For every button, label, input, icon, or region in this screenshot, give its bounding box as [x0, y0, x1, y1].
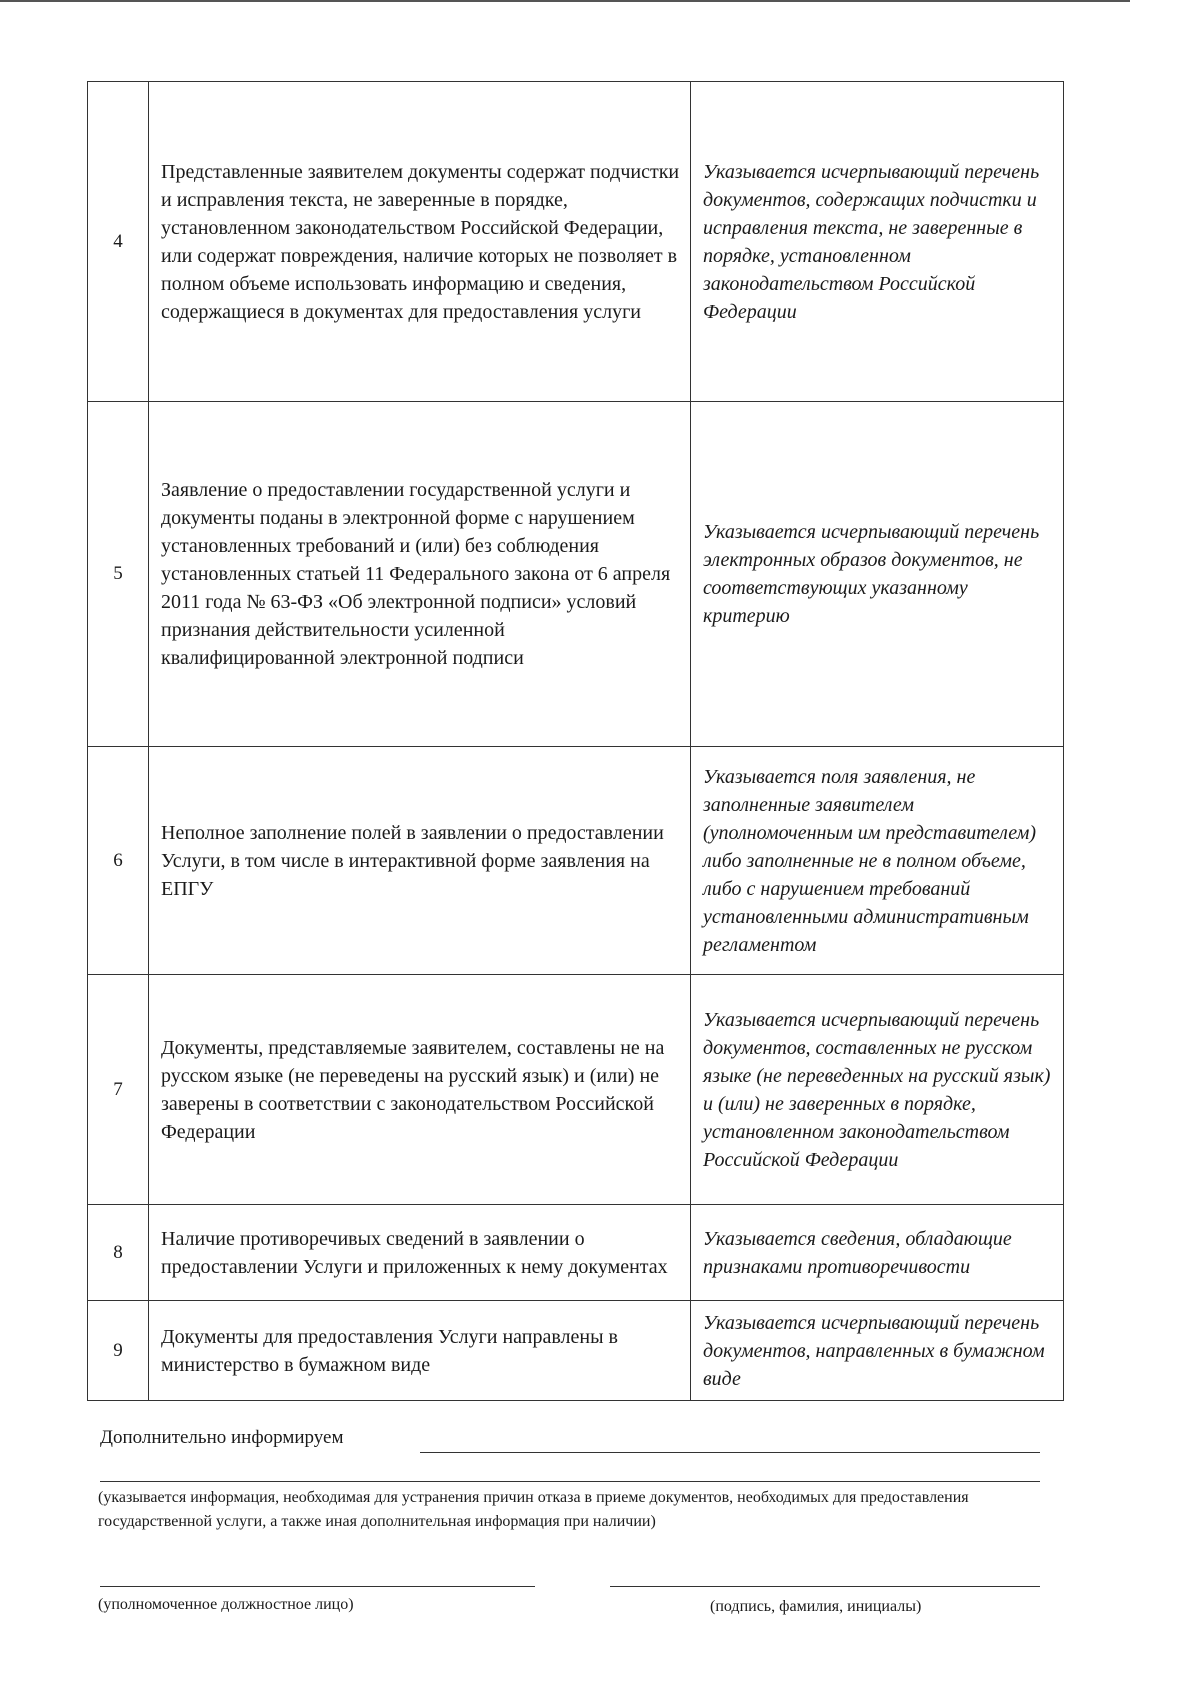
- table-row: [88, 1301, 1064, 1401]
- row-note: Указывается исчерпывающий перечень документов, составленных не русском языке (не переведенных на русский язык) и (или) не заверенных в порядке, установленном законодательством Российской Федерации: [691, 975, 1064, 1205]
- row-number: 8: [88, 1205, 149, 1301]
- row-note: Указывается исчерпывающий перечень документов, содержащих подчистки и исправления текста, не заверенные в порядке, установленном законодательством Российской Федерации: [691, 82, 1064, 402]
- table-row: [88, 747, 1064, 975]
- table-row: [88, 82, 1064, 402]
- row-number: 5: [88, 402, 149, 747]
- row-note: Указывается исчерпывающий перечень электронных образов документов, не соответствующих указанному критерию: [691, 402, 1064, 747]
- row-note: Указывается сведения, обладающие признаками противоречивости: [691, 1205, 1064, 1301]
- additional-info-hint: (указывается информация, необходимая для устранения причин отказа в приеме документов, необходимых для предоставления государственной услуги, а также иная дополнительная информация при наличии): [98, 1489, 969, 1530]
- top-rule: [0, 0, 1130, 2]
- signature-line: [610, 1586, 1040, 1587]
- additional-info-label: Дополнительно информируем: [100, 1427, 344, 1448]
- signature-label: (подпись, фамилия, инициалы): [710, 1598, 922, 1615]
- row-reason: Неполное заполнение полей в заявлении о предоставлении Услуги, в том числе в интерактивной форме заявления на ЕПГУ: [149, 747, 691, 975]
- table-row: [88, 1205, 1064, 1301]
- table-row: [88, 402, 1064, 747]
- row-number: 6: [88, 747, 149, 975]
- row-note: Указывается поля заявления, не заполненные заявителем (уполномоченным им представителем) либо заполненные не в полном объеме, либо с нарушением требований установленными административным регламентом: [691, 747, 1064, 975]
- row-reason: Наличие противоречивых сведений в заявлении о предоставлении Услуги и приложенных к нему документах: [149, 1205, 691, 1301]
- row-number: 9: [88, 1301, 149, 1401]
- additional-info-line: [420, 1452, 1040, 1453]
- row-reason: Представленные заявителем документы содержат подчистки и исправления текста, не заверенные в порядке, установленном законодательством Российской Федерации, или содержат повреждения, наличие которых не позволяет в полном объеме использовать информацию и сведения, содержащиеся в документах для предоставления услуги: [149, 82, 691, 402]
- row-note: Указывается исчерпывающий перечень документов, направленных в бумажном виде: [691, 1301, 1064, 1401]
- refusal-reasons-table: [87, 81, 1064, 1401]
- table-row: [88, 975, 1064, 1205]
- row-number: 7: [88, 975, 149, 1205]
- additional-info-line-2: [100, 1481, 1040, 1482]
- row-reason: Заявление о предоставлении государственной услуги и документы поданы в электронной форме с нарушением установленных требований и (или) без соблюдения установленных статьей 11 Федерального закона от 6 апреля 2011 года № 63-ФЗ «Об электронной подписи» условий признания действительности усиленной квалифицированной электронной подписи: [149, 402, 691, 747]
- row-reason: Документы, представляемые заявителем, составлены не на русском языке (не переведены на русский язык) и (или) не заверены в соответствии с законодательством Российской Федерации: [149, 975, 691, 1205]
- row-reason: Документы для предоставления Услуги направлены в министерство в бумажном виде: [149, 1301, 691, 1401]
- official-label: (уполномоченное должностное лицо): [98, 1596, 354, 1613]
- official-line: [100, 1586, 535, 1587]
- row-number: 4: [88, 82, 149, 402]
